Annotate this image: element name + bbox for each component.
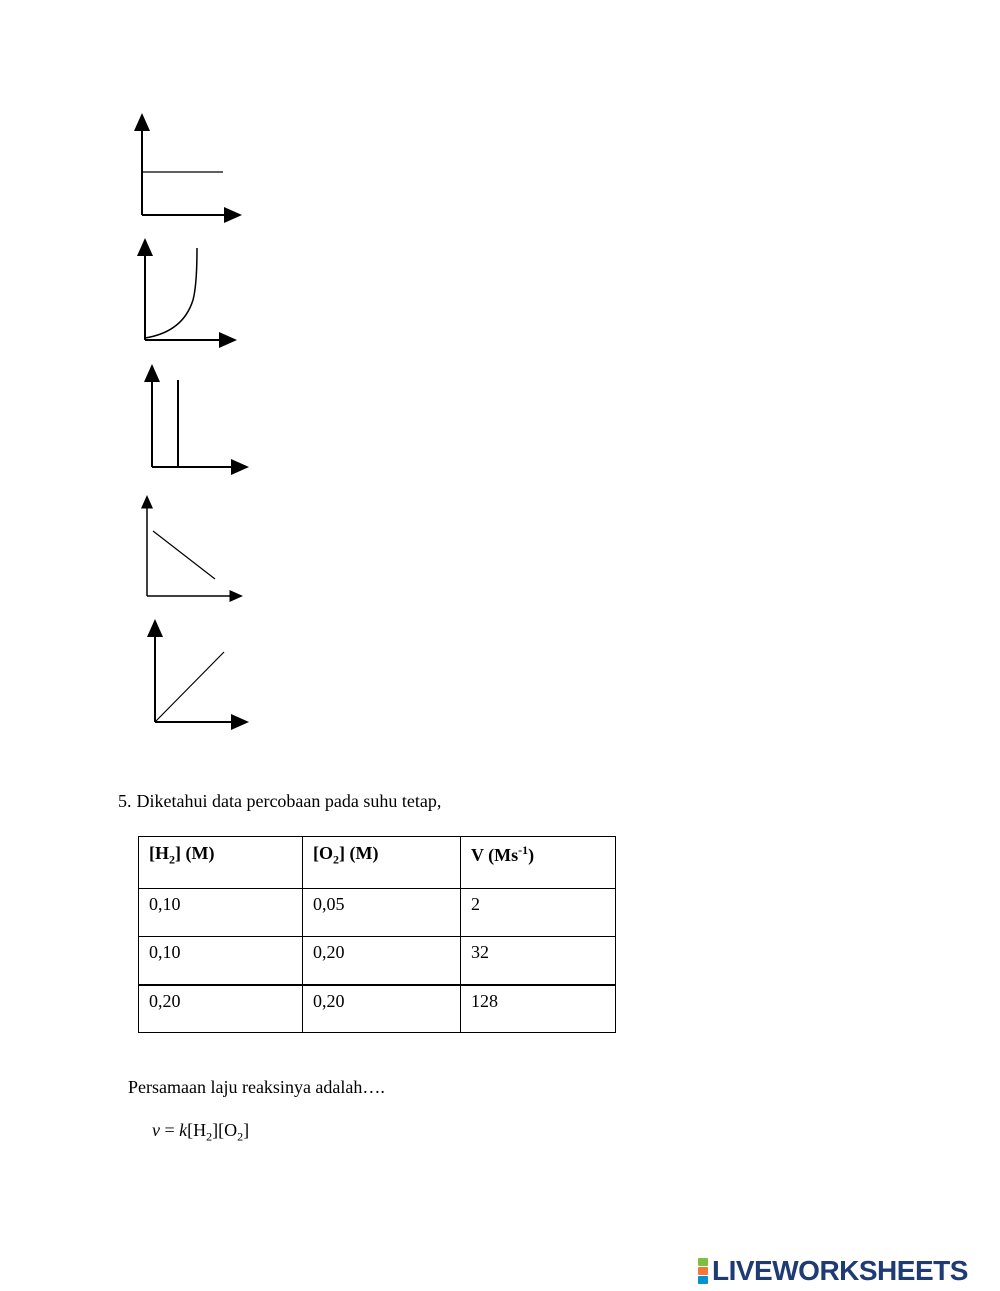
graph-decreasing-line bbox=[136, 495, 246, 605]
table-cell: 0,10 bbox=[139, 889, 303, 937]
logo-blocks-icon bbox=[698, 1258, 708, 1284]
header-h2: $[H_2]$ (M) bbox=[139, 837, 303, 889]
table-row bbox=[139, 985, 616, 1033]
table-header-row bbox=[139, 837, 616, 889]
table-cell: 128 bbox=[461, 985, 616, 1033]
table-cell: 32 bbox=[461, 937, 616, 985]
question-text: Diketahui data percobaan pada suhu tetap, bbox=[136, 791, 442, 811]
header-o2: $[O_2]$ (M) bbox=[303, 837, 461, 889]
answer-equation[interactable]: $v = k[H_2][O_2]$ bbox=[152, 1120, 250, 1144]
table-cell: 0,20 bbox=[139, 985, 303, 1033]
table-cell: 2 bbox=[461, 889, 616, 937]
table-cell: 0,20 bbox=[303, 937, 461, 985]
liveworksheets-logo bbox=[698, 1257, 968, 1285]
brand-name: LIVEWORKSHEETS bbox=[712, 1255, 968, 1286]
plot-line bbox=[153, 531, 215, 579]
graph-increasing-line bbox=[144, 621, 250, 731]
table-cell: 0,20 bbox=[303, 985, 461, 1033]
plot-curve bbox=[145, 248, 197, 338]
plot-line bbox=[155, 652, 224, 722]
header-rate: V $(Ms^{-1})$ bbox=[461, 837, 616, 889]
question-number: 5. bbox=[118, 791, 132, 811]
question-5 bbox=[118, 790, 441, 812]
table-row bbox=[139, 937, 616, 985]
graph-horizontal-line bbox=[130, 115, 245, 225]
table-cell: 0,10 bbox=[139, 937, 303, 985]
table-cell: 0,05 bbox=[303, 889, 461, 937]
table-row bbox=[139, 889, 616, 937]
graph-vertical-line bbox=[140, 366, 250, 476]
experiment-data-table bbox=[138, 836, 616, 1033]
question-prompt: Persamaan laju reaksinya adalah…. bbox=[128, 1077, 385, 1097]
graph-exponential-curve bbox=[135, 240, 240, 350]
